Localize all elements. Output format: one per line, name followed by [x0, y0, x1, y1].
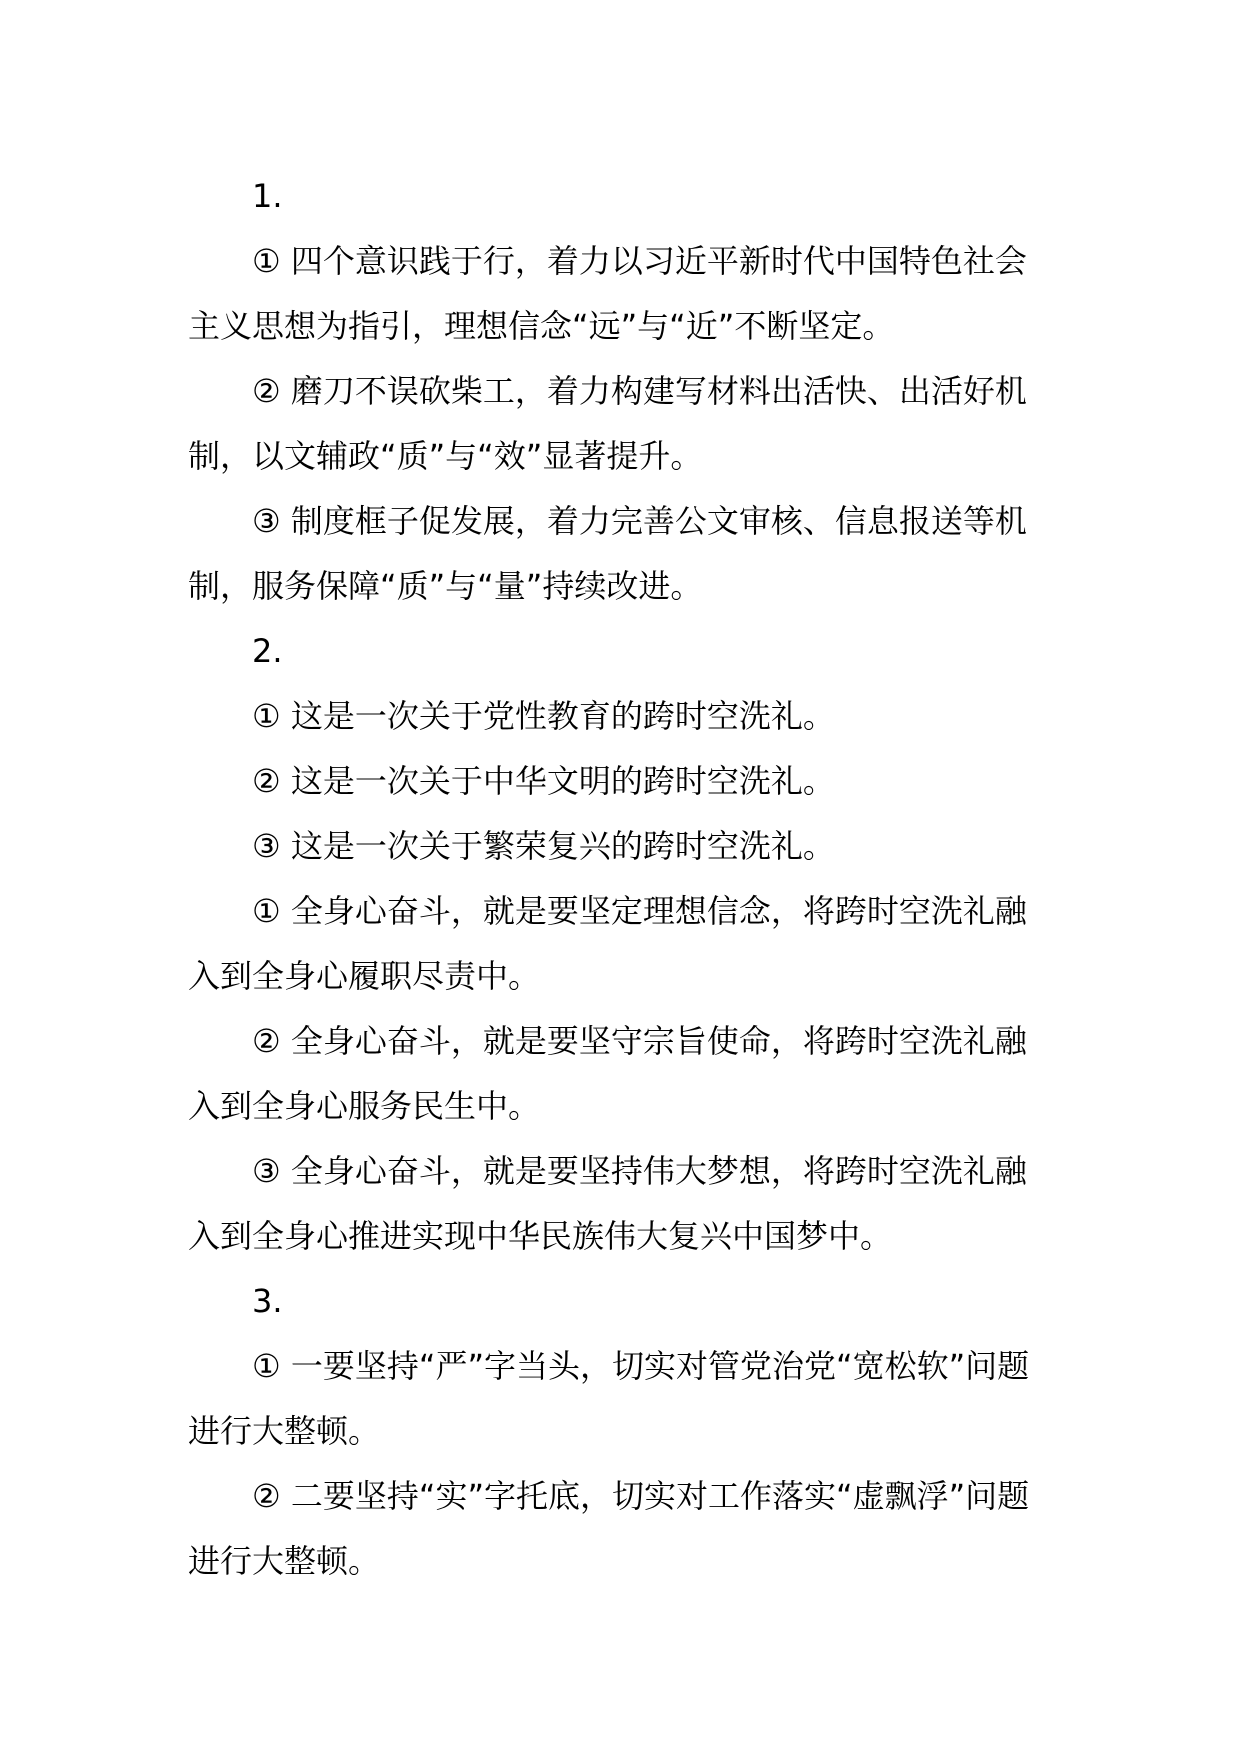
paragraph: ① 这是一次关于党性教育的跨时空洗礼。: [252, 697, 835, 735]
paragraph: ① 全身心奋斗，就是要坚定理想信念，将跨时空洗礼融入到全身心履职尽责中。: [188, 892, 1027, 995]
paragraph: ① 四个意识践于行，着力以习近平新时代中国特色社会主义思想为指引，理想信念“远”与“近”不断坚定。: [188, 242, 1027, 345]
paragraph: ② 全身心奋斗，就是要坚守宗旨使命，将跨时空洗礼融入到全身心服务民生中。: [188, 1022, 1027, 1125]
paragraph: ① 一要坚持“严”字当头，切实对管党治党“宽松软”问题进行大整顿。: [188, 1347, 1030, 1450]
section-number: 1.: [252, 177, 283, 215]
paragraph: ③ 全身心奋斗，就是要坚持伟大梦想，将跨时空洗礼融入到全身心推进实现中华民族伟大复兴中国梦中。: [188, 1152, 1027, 1255]
paragraph: ② 磨刀不误砍柴工，着力构建写材料出活快、出活好机制，以文辅政“质”与“效”显著提升。: [188, 372, 1027, 475]
paragraph: ② 二要坚持“实”字托底，切实对工作落实“虚飘浮”问题进行大整顿。: [188, 1477, 1030, 1580]
paragraph: ③ 这是一次关于繁荣复兴的跨时空洗礼。: [252, 827, 835, 865]
document-body: [188, 164, 1055, 1594]
paragraph: ③ 制度框子促发展，着力完善公文审核、信息报送等机制，服务保障“质”与“量”持续改进。: [188, 502, 1027, 605]
section-number: 3.: [252, 1282, 283, 1320]
paragraph: ② 这是一次关于中华文明的跨时空洗礼。: [252, 762, 835, 800]
section-number: 2.: [252, 632, 283, 670]
